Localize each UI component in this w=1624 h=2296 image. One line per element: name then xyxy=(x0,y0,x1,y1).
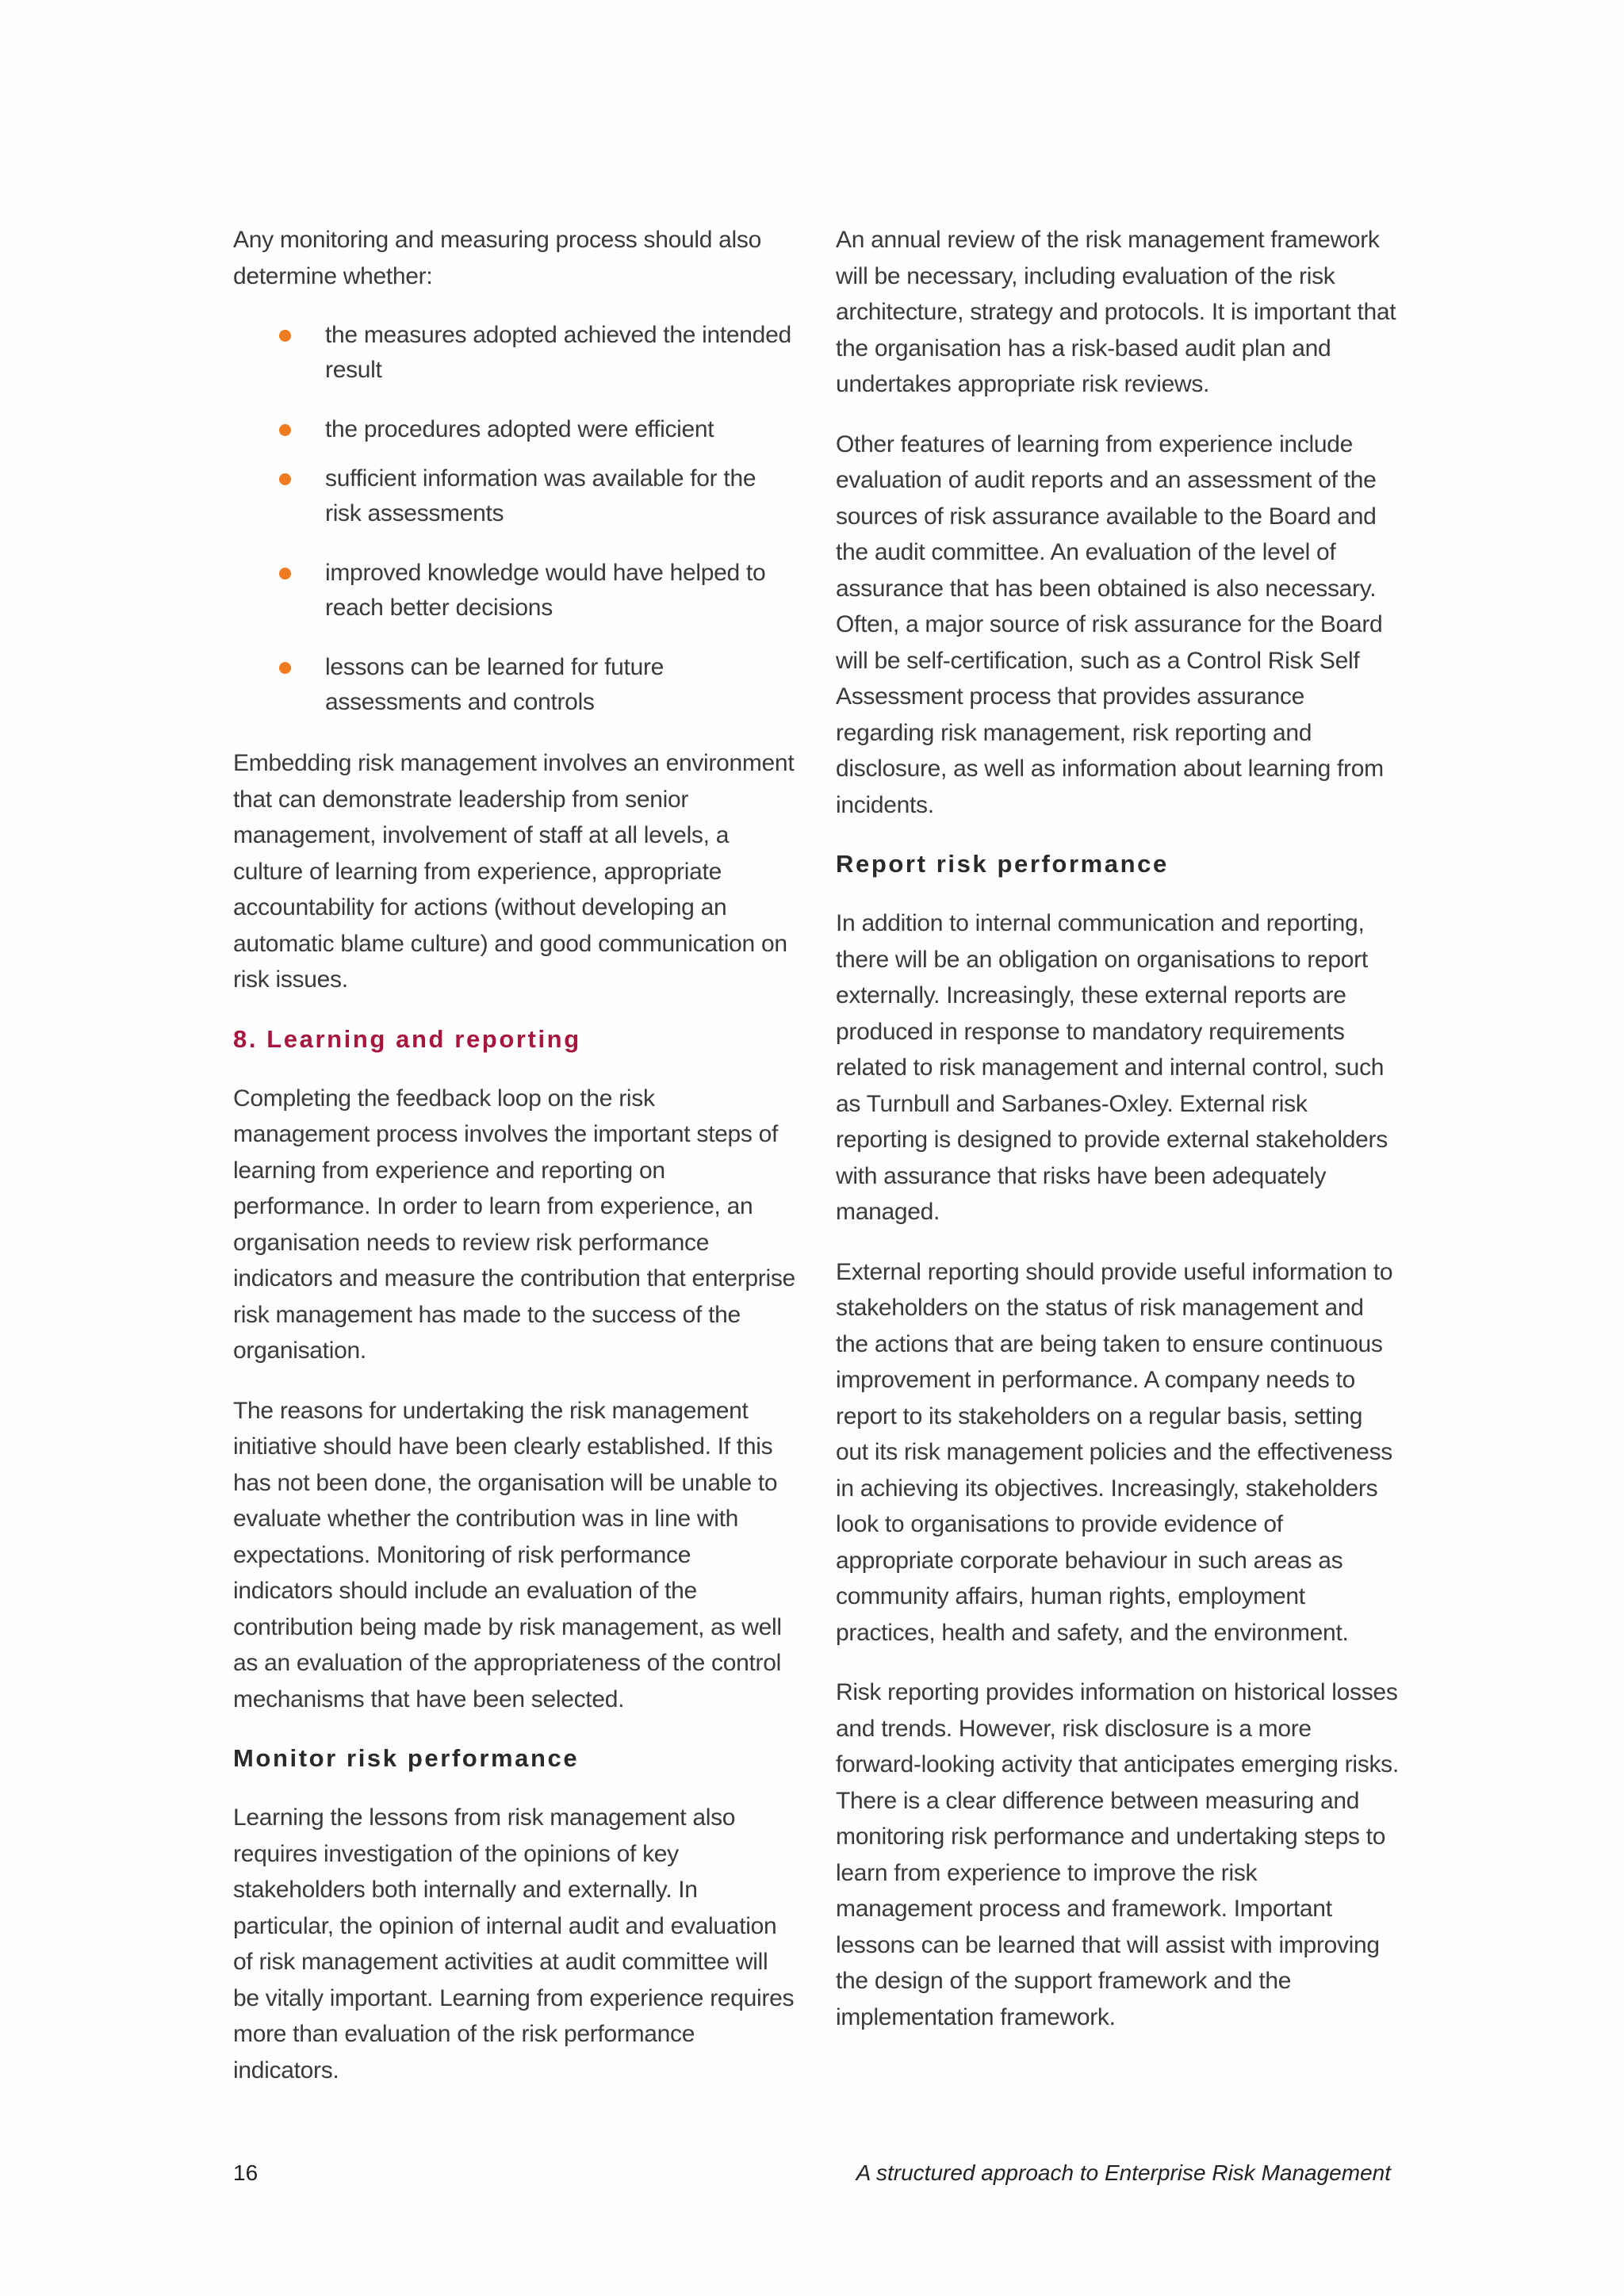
section-heading: 8. Learning and reporting xyxy=(233,1024,581,1053)
feedback-paragraph: Completing the feedback loop on the risk management process involves the important steps of learning from experience and reporting on performance. In order to learn from experience, an organisation needs to review risk performance indicators and measure the contribution that enterprise risk management has made to the success of the organisation. xyxy=(233,1085,795,1364)
left-column xyxy=(233,222,796,2112)
features-paragraph: Other features of learning from experience include evaluation of audit reports and an assessment of the sources of risk assurance available to the Board and the audit committee. An evaluation of the level of assurance that has been obtained is also necessary. Often, a major source of risk assurance for the Board will be self-certification, such as a Control Risk Self Assessment process that provides assurance regarding risk management, risk reporting and disclosure, as well as information about learning from incidents. xyxy=(836,430,1384,818)
risk-reporting-paragraph: Risk reporting provides information on historical losses and trends. However, risk disclosure is a more forward-looking activity that anticipates emerging risks. There is a clear difference between measuring and monitoring risk performance and undertaking steps to learn from experience to improve the risk management process and framework. Important lessons can be learned that will assist with improving the design of the support framework and the implementation framework. xyxy=(836,1679,1399,2030)
embedding-paragraph: Embedding risk management involves an environment that can demonstrate leadership from senior management, involvement of staff at all levels, a culture of learning from experience, appropriate accountability for actions (without developing an automatic blame culture) and good communication on risk issues. xyxy=(233,750,795,993)
lessons-paragraph: Learning the lessons from risk management also requires investigation of the opinions of key stakeholders both internally and externally. In particular, the opinion of internal audit and evaluation of risk management activities at audit committee will be vitally important. Learning from experience requires more than evaluation of the risk performance indicators. xyxy=(233,1804,795,2084)
document-title: A structured approach to Enterprise Risk Management xyxy=(856,2160,1391,2185)
intro-paragraph: Any monitoring and measuring process should also determine whether: xyxy=(233,227,761,289)
right-column xyxy=(836,222,1399,2059)
list-item: sufficient information was available for the risk assessments xyxy=(325,461,796,531)
list-item: the measures adopted achieved the intended result xyxy=(325,318,796,388)
reasons-paragraph: The reasons for undertaking the risk management initiative should have been clearly established. If this has not been done, the organisation will be unable to evaluate whether the contribution was in line with expectations. Monitoring of risk performance indicators should include an evaluation of the contribution being made by risk management, as well as an evaluation of the appropriateness of the control mechanisms that have been selected. xyxy=(233,1397,782,1712)
list-item: the procedures adopted were efficient xyxy=(325,412,796,447)
addition-paragraph: In addition to internal communication and reporting, there will be an obligation on organisations to report externally. Increasingly, these external reports are produced in response to mandatory requirements related to risk management and internal control, such as Turnbull and Sarbanes-Oxley. External risk reporting is designed to provide external stakeholders with assurance that risks have been adequately managed. xyxy=(836,910,1388,1225)
monitor-heading: Monitor risk performance xyxy=(233,1744,580,1772)
page-number: 16 xyxy=(233,2160,259,2185)
criteria-list xyxy=(233,318,796,720)
list-item: lessons can be learned for future assessments and controls xyxy=(325,650,796,720)
external-reporting-paragraph: External reporting should provide useful information to stakeholders on the status of risk management and the actions that are being taken to ensure continuous improvement in performance. A company needs to report to its stakeholders on a regular basis, setting out its risk management policies and the effectiveness in achieving its objectives. Increasingly, stakeholders look to organisations to provide evidence of appropriate corporate behaviour in such areas as community affairs, human rights, employment practices, health and safety, and the environment. xyxy=(836,1258,1393,1646)
annual-review-paragraph: An annual review of the risk management framework will be necessary, including evaluation of the risk architecture, strategy and protocols. It is important that the organisation has a risk-based audit plan and undertakes appropriate risk reviews. xyxy=(836,227,1396,397)
report-heading: Report risk performance xyxy=(836,850,1169,878)
list-item: improved knowledge would have helped to reach better decisions xyxy=(325,556,796,626)
